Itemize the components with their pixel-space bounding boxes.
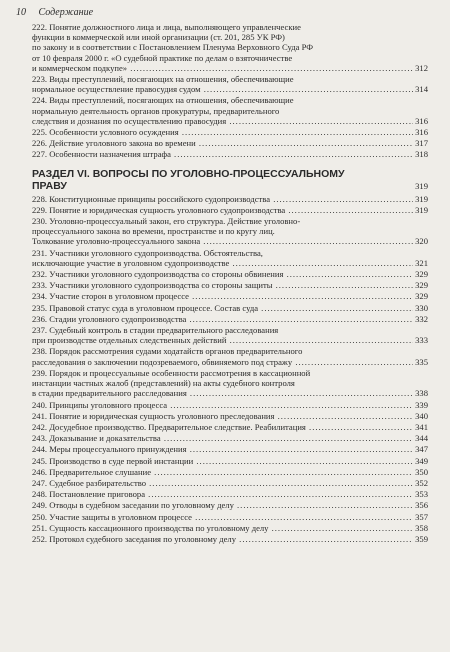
toc-entry-line: 238. Порядок рассмотрения судами ходатайств органов предварительного [32, 346, 303, 357]
toc-entry-title: 250. Участие защиты в уголовном процессе ..... [32, 512, 428, 522]
toc-entry-title: в стадии предварительного расследования ..... [32, 388, 428, 398]
toc-entry[interactable] [32, 346, 428, 366]
toc-entry-page: 316 [415, 127, 428, 138]
toc-list [32, 22, 428, 545]
toc-entry-line: функции в коммерческой или иной организации (ст. 201, 285 УК РФ) [32, 32, 285, 43]
toc-entry-page: 329 [415, 269, 428, 280]
toc-entry-title: 248. Постановление приговора ..... [32, 489, 428, 499]
toc-entry-title: 227. Особенности назначения штрафа ..... [32, 149, 428, 159]
toc-entry-title: расследования о заключении подозреваемого, обвиняемого под стражу ..... [32, 357, 428, 367]
toc-entry-title: 229. Понятие и юридическая сущность уголовного судопроизводства ..... [32, 205, 428, 215]
toc-entry-page: 340 [415, 410, 428, 421]
toc-entry-page: 341 [415, 421, 428, 432]
toc-entry-page: 358 [415, 522, 428, 533]
toc-entry-title: 241. Понятие и юридическая сущность уголовного преследования ..... [32, 411, 428, 421]
toc-entry-title: 240. Принципы уголовного процесса ..... [32, 400, 428, 410]
toc-entry-page: 321 [415, 257, 428, 268]
toc-entry-title: 232. Участники уголовного судопроизводства со стороны обвинения ..... [32, 269, 428, 279]
toc-entry-page: 319 [415, 193, 428, 204]
toc-entry-page: 344 [415, 433, 428, 444]
toc-entry-line: инстанции частных жалоб (представлений) на акты судебного контроля [32, 378, 295, 389]
toc-entry[interactable] [32, 400, 428, 410]
toc-entry[interactable] [32, 512, 428, 522]
toc-entry-line: 237. Судебный контроль в стадии предварительного расследования [32, 325, 279, 336]
toc-entry-page: 320 [415, 236, 428, 247]
toc-entry[interactable] [32, 22, 428, 73]
toc-entry[interactable] [32, 456, 428, 466]
toc-entry[interactable] [32, 138, 428, 148]
toc-entries-top [32, 22, 428, 160]
toc-entry-page: 359 [415, 533, 428, 544]
toc-entry-line: от 10 февраля 2000 г. «О судебной практике по делам о взяточничестве [32, 52, 293, 63]
toc-entry-page: 317 [415, 138, 428, 149]
toc-entry-title: 228. Конституционные принципы российского судопроизводства ..... [32, 194, 428, 204]
toc-entry-page: 314 [415, 84, 428, 95]
toc-entry-page: 329 [415, 291, 428, 302]
toc-entry-line: 222. Понятие должностного лица и лица, выполняющего управленческие [32, 22, 301, 32]
toc-entry-title: 236. Стадии уголовного судопроизводства ..... [32, 314, 428, 324]
toc-entry[interactable] [32, 523, 428, 533]
toc-entry-title: 249. Отводы в судебном заседании по уголовному делу ..... [32, 500, 428, 510]
toc-entry-title: и коммерческом подкупе» ..... [32, 63, 428, 73]
toc-entry-line: 224. Виды преступлений, посягающих на отношения, обеспечивающие [32, 95, 294, 106]
toc-entry-line: 231. Участники уголовного судопроизводства. Обстоятельства, [32, 247, 263, 258]
running-head [16, 7, 93, 18]
toc-entry-title: 251. Сущность кассационного производства по уголовному делу ..... [32, 523, 428, 533]
toc-entry-line: процессуального закона во времени, пространстве и по кругу лиц. [32, 226, 275, 237]
toc-entry-page: 338 [415, 388, 428, 399]
toc-entry-page: 319 [415, 204, 428, 215]
toc-entry[interactable] [32, 205, 428, 215]
toc-entry-title: 252. Протокол судебного заседания по уголовному делу ..... [32, 534, 428, 544]
toc-entry[interactable] [32, 500, 428, 510]
toc-entry[interactable] [32, 291, 428, 301]
toc-entry-title: следствия и дознания по осуществлению правосудия ..... [32, 116, 428, 126]
toc-entry-title: 234. Участие сторон в уголовном процессе ..... [32, 291, 428, 301]
toc-entry-line: 239. Порядок и процессуальные особенности рассмотрения в кассационной [32, 367, 311, 378]
toc-entry-title: 233. Участники уголовного судопроизводства со стороны защиты ..... [32, 280, 428, 290]
toc-entry[interactable] [32, 248, 428, 268]
toc-entry-title: 247. Судебное разбирательство ..... [32, 478, 428, 488]
toc-entry-title: 225. Особенности условного осуждения ..... [32, 127, 428, 137]
toc-entry-page: 353 [415, 489, 428, 500]
section-title: ВОПРОСЫ ПО УГОЛОВНО-ПРОЦЕССУАЛЬНОМУ [92, 167, 345, 180]
toc-entry-line: по закону и в соответствии с Постановлением Пленума Верховного Суда РФ [32, 42, 313, 53]
toc-entry[interactable] [32, 444, 428, 454]
page-title: Содержание [38, 7, 94, 18]
toc-entry[interactable] [32, 489, 428, 499]
toc-entry[interactable] [32, 467, 428, 477]
toc-entry-page: 352 [415, 477, 428, 488]
toc-entries-bottom [32, 194, 428, 545]
toc-entry-page: 347 [415, 444, 428, 455]
toc-entry-title: 246. Предварительное слушание ..... [32, 467, 428, 477]
toc-entry-page: 332 [415, 313, 428, 324]
toc-entry[interactable] [32, 149, 428, 159]
page-number: 10 [16, 7, 26, 18]
toc-entry-title: 235. Правовой статус суда в уголовном процессе. Состав суда ..... [32, 303, 428, 313]
toc-entry[interactable] [32, 95, 428, 126]
toc-entry[interactable] [32, 411, 428, 421]
toc-entry-page: 330 [415, 302, 428, 313]
toc-entry-title: 245. Производство в суде первой инстанции ..... [32, 456, 428, 466]
section-heading[interactable] [32, 168, 428, 192]
toc-entry[interactable] [32, 325, 428, 345]
toc-entry-title: нормальное осуществление правосудия судом ..... [32, 84, 428, 94]
toc-entry-title: Толкование уголовно-процессуального закона ..... [32, 236, 428, 246]
toc-entry[interactable] [32, 433, 428, 443]
section-title-cont: ПРАВУ [32, 179, 67, 192]
toc-entry[interactable] [32, 127, 428, 137]
toc-entry-page: 357 [415, 511, 428, 522]
toc-entry-title: 244. Меры процессуального принуждения ..... [32, 444, 428, 454]
toc-entry-page: 350 [415, 466, 428, 477]
toc-entry-title: 226. Действие уголовного закона во времени ..... [32, 138, 428, 148]
toc-entry[interactable] [32, 314, 428, 324]
toc-entry-page: 349 [415, 455, 428, 466]
toc-entry[interactable] [32, 303, 428, 313]
toc-entry[interactable] [32, 280, 428, 290]
toc-entry[interactable] [32, 194, 428, 204]
section-label: РАЗДЕЛ VI. [32, 167, 90, 180]
toc-entry-title: 243. Доказывание и доказательства ..... [32, 433, 428, 443]
toc-entry-page: 333 [415, 335, 428, 346]
toc-entry-title: исключающие участие в уголовном судопроизводстве ..... [32, 258, 428, 268]
toc-entry-page: 329 [415, 280, 428, 291]
section-page: 319 [415, 180, 428, 191]
toc-entry[interactable] [32, 74, 428, 94]
toc-entry-page: 316 [415, 115, 428, 126]
toc-entry[interactable] [32, 478, 428, 488]
toc-entry-line: 223. Виды преступлений, посягающих на отношения, обеспечивающие [32, 74, 294, 85]
toc-entry-page: 312 [415, 62, 428, 73]
toc-entry-line: 230. Уголовно-процессуальный закон, его структура. Действие уголовно- [32, 216, 301, 227]
toc-entry-title: при производстве отдельных следственных действий ..... [32, 335, 428, 345]
toc-entry-page: 335 [415, 356, 428, 367]
toc-entry[interactable] [32, 368, 428, 399]
toc-entry[interactable] [32, 216, 428, 247]
toc-entry-page: 339 [415, 399, 428, 410]
toc-entry[interactable] [32, 534, 428, 544]
toc-entry-title: 242. Досудебное производство. Предварительное следствие. Реабилитация ..... [32, 422, 428, 432]
toc-entry-line: нормальную деятельность органов прокуратуры, предварительного [32, 105, 280, 116]
toc-entry-page: 318 [415, 149, 428, 160]
toc-entry[interactable] [32, 422, 428, 432]
toc-entry[interactable] [32, 269, 428, 279]
toc-entry-page: 356 [415, 500, 428, 511]
